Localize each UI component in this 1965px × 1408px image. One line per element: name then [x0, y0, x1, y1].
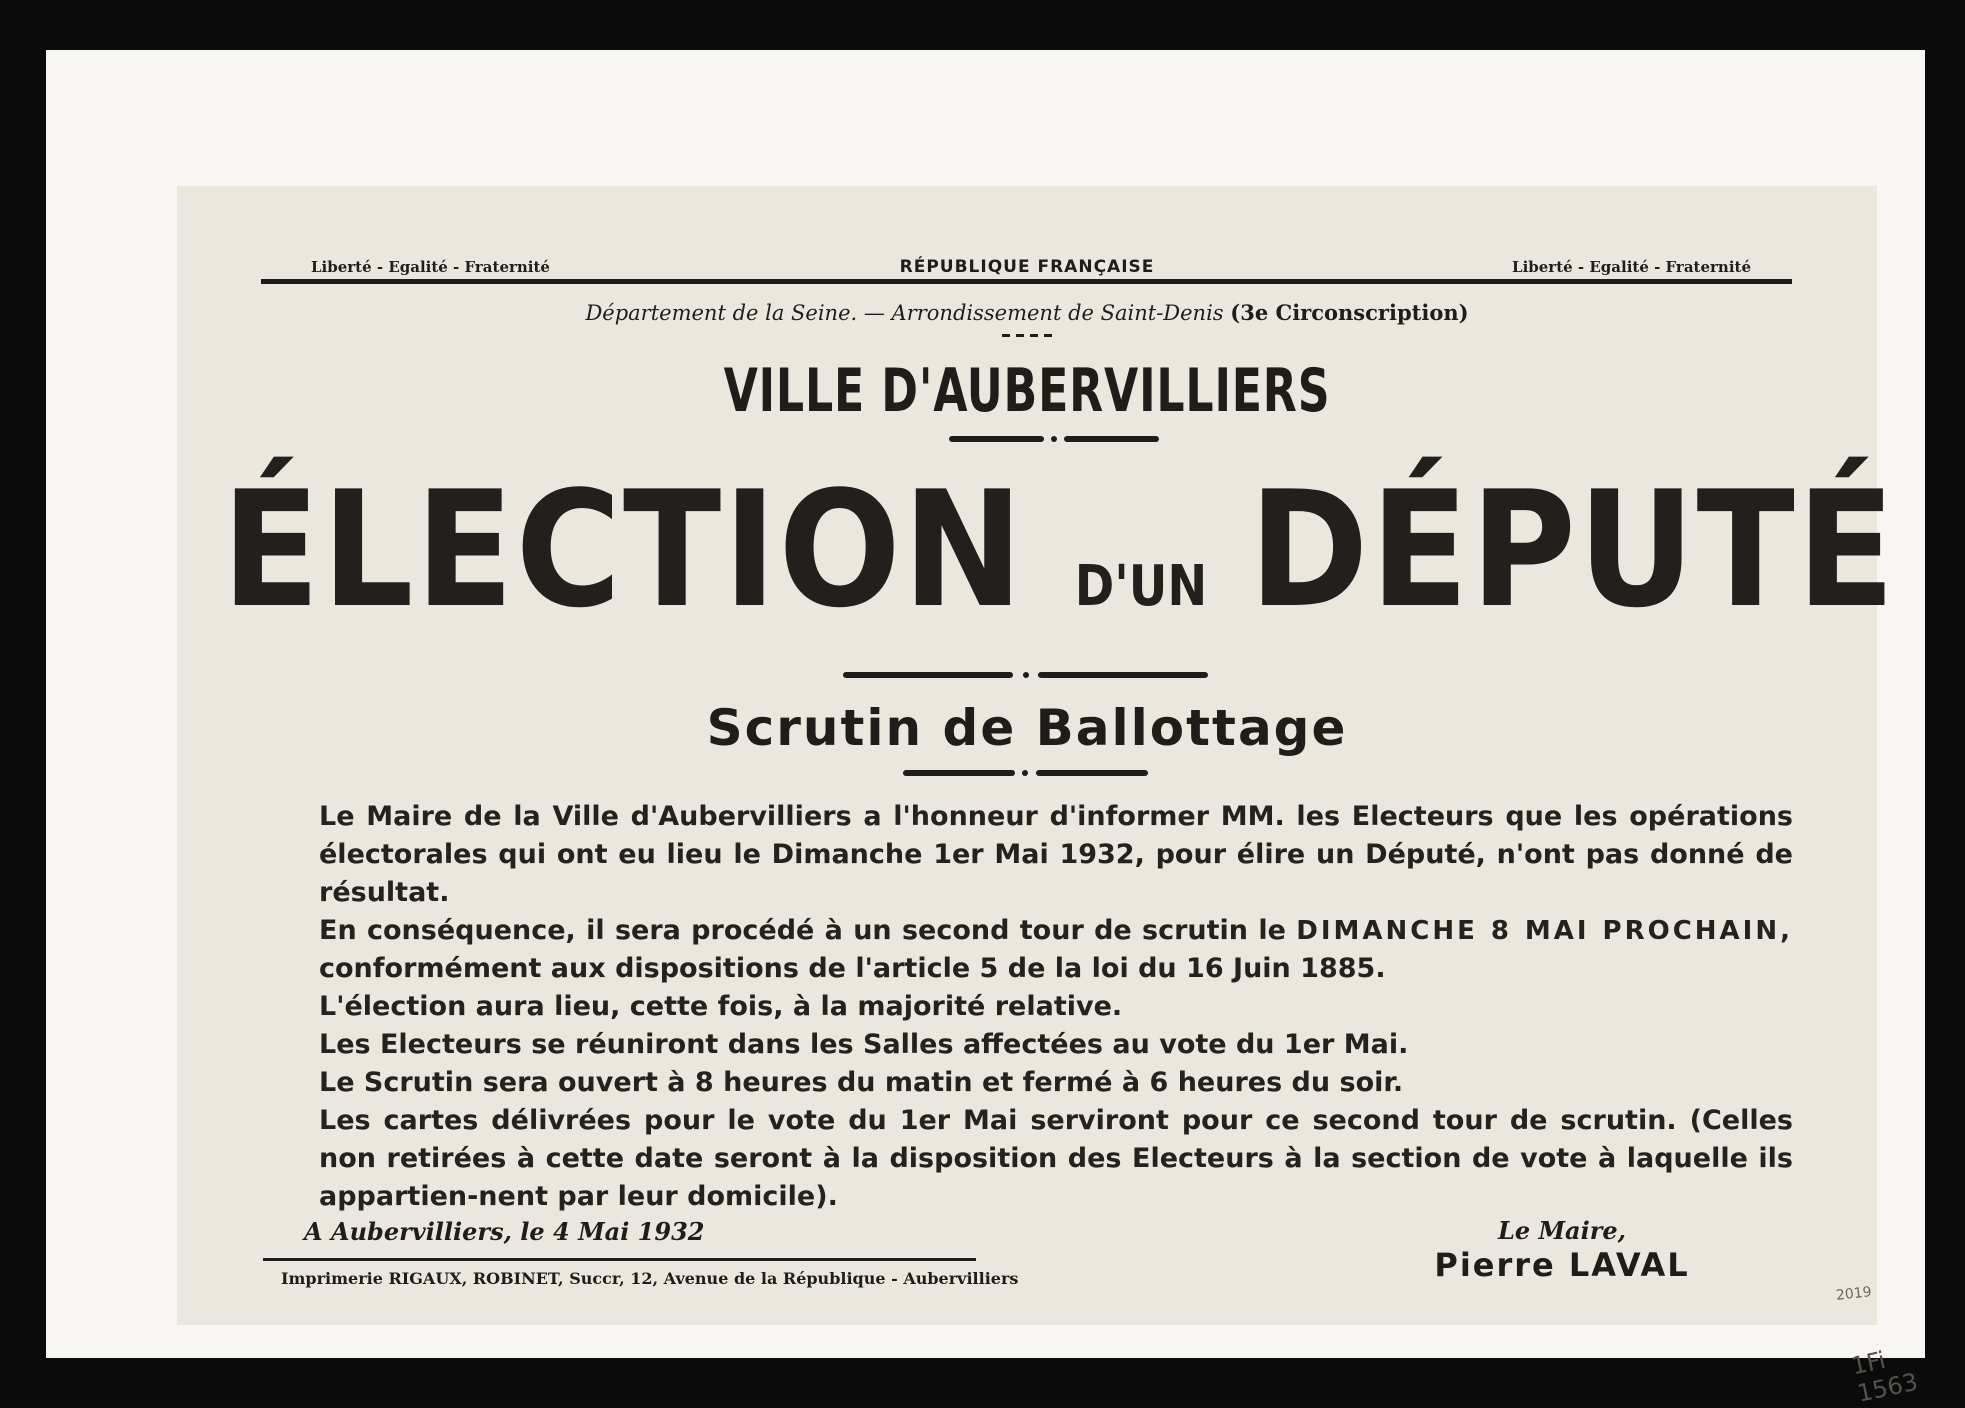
place-date: A Aubervilliers, le 4 Mai 1932	[304, 1217, 705, 1246]
paragraph-3: L'élection aura lieu, cette fois, à la majorité relative.	[319, 991, 1123, 1022]
title-election: ÉLECTION	[221, 456, 1025, 643]
p2-highlight: DIMANCHE 8 MAI PROCHAIN,	[1296, 916, 1793, 946]
pencil-annotation-number: 2019	[1835, 1284, 1873, 1304]
paragraph-4: Les Electeurs se réuniront dans les Salles affectées au vote du 1er Mai.	[319, 1029, 1409, 1060]
printer-imprint: Imprimerie RIGAUX, ROBINET, Succr, 12, Avenue de la République - Aubervilliers	[281, 1269, 1019, 1288]
mayor-name: Pierre LAVAL	[1434, 1246, 1690, 1284]
paragraph-5: Le Scrutin sera ouvert à 8 heures du matin et fermé à 6 heures du soir.	[319, 1067, 1404, 1098]
subtitle: Scrutin de Ballottage	[706, 699, 1348, 757]
election-poster	[177, 186, 1897, 1325]
p2-start: En conséquence, il sera procédé à un second tour de scrutin le	[319, 915, 1286, 946]
department-text: Département de la Seine. — Arrondissement de Saint-Denis	[585, 301, 1224, 325]
mayor-title: Le Maire,	[1497, 1216, 1626, 1245]
ornament-divider-2	[843, 672, 1208, 678]
motto-right: Liberté - Egalité - Fraternité	[1512, 258, 1751, 276]
city-heading: VILLE D'AUBERVILLIERS	[723, 356, 1331, 426]
republique-header: RÉPUBLIQUE FRANÇAISE	[899, 257, 1155, 277]
main-title	[177, 456, 1897, 643]
paragraph-1: Le Maire de la Ville d'Aubervilliers a l'honneur d'informer MM. les Electeurs que les opérations électorales qui ont eu lieu le Dimanche 1er Mai 1932, pour élire un Député, n'ont pas donné de résultat.	[319, 801, 1793, 908]
title-dun: D'UN	[1074, 554, 1208, 619]
paragraph-2	[263, 912, 1793, 988]
header-rule	[261, 279, 1792, 284]
archive-mount	[46, 50, 1925, 1408]
motto-left: Liberté - Egalité - Fraternité	[311, 258, 550, 276]
p2-end: conformément aux dispositions de l'article 5 de la loi du 16 Juin 1885.	[319, 953, 1386, 984]
paragraph-6: Les cartes délivrées pour le vote du 1er Mai serviront pour ce second tour de scrutin. (Celles non retirées à cette date seront à la disposition des Electeurs à la section de vote à laquelle ils appartien-nent par leur domicile).	[319, 1105, 1793, 1212]
circonscription: (3e Circonscription)	[1230, 300, 1469, 325]
title-depute: DÉPUTÉ	[1248, 456, 1897, 643]
ornament-divider-3	[903, 770, 1148, 776]
ornament-divider-1	[949, 436, 1159, 442]
imprint-rule	[263, 1258, 976, 1261]
pencil-annotation-cote: 1Fi 1563	[1848, 1345, 1921, 1408]
department-line	[177, 300, 1877, 325]
body-text	[263, 798, 1793, 1216]
small-ornament	[1002, 334, 1052, 337]
